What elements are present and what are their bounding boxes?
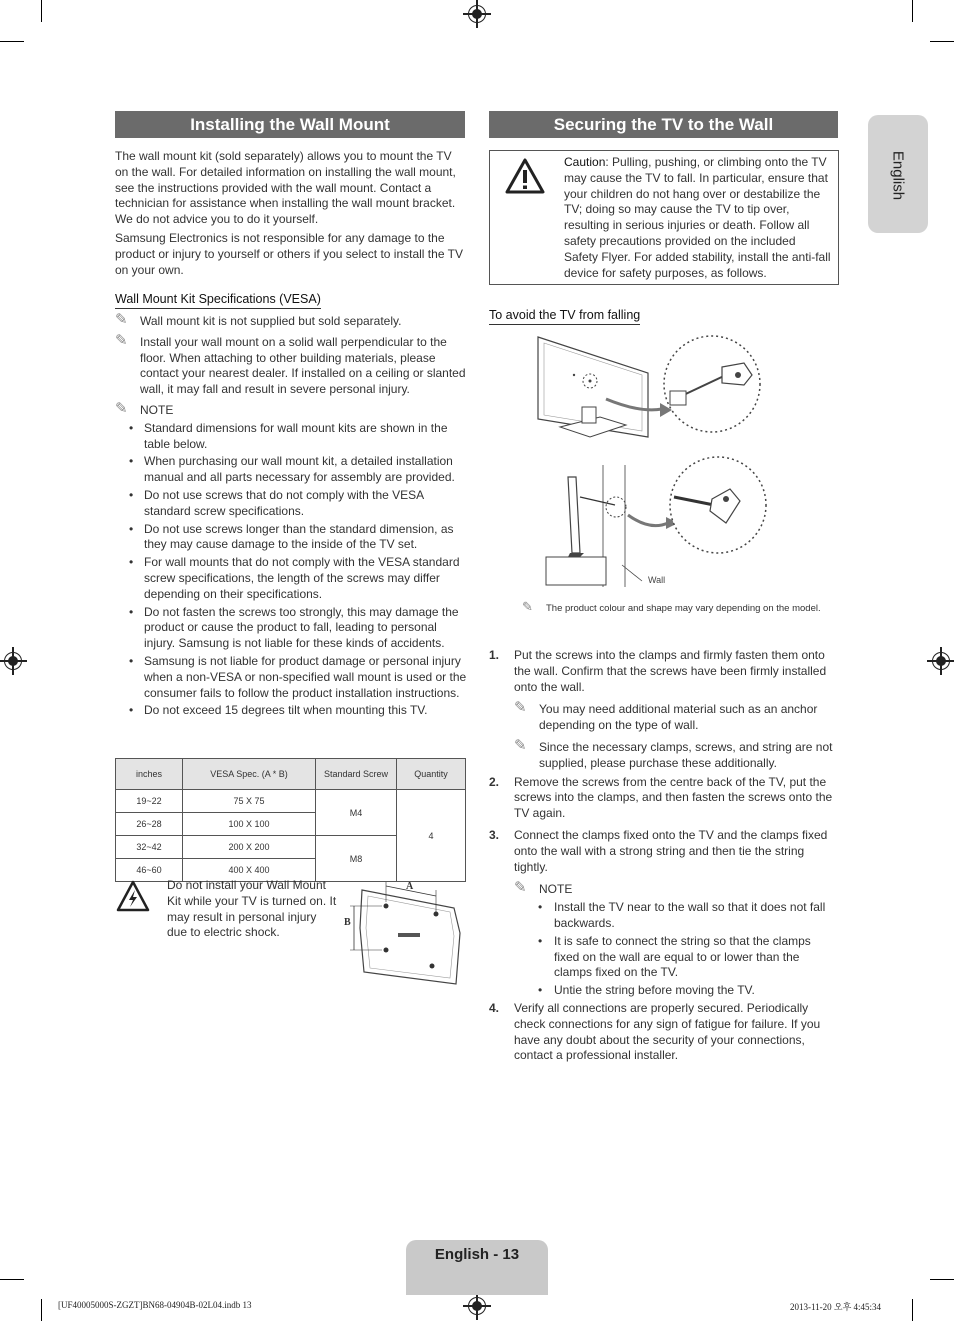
intro-text [115,149,467,281]
list-item: • It is safe to connect the string so that the clamps fixed on the wall are equal to or lower than the clamps fixed on the TV. [509,934,839,981]
crop-mark [41,1299,42,1321]
table-cell: 46~60 [116,859,183,882]
crop-mark [0,41,24,42]
list-item: • Install the TV near to the wall so that it does not fall backwards. [509,900,839,932]
table-cell: M4 [316,790,397,836]
list-item: • Do not use screws that do not comply with the VESA standard screw specifications. [100,488,467,520]
table-header: Standard Screw [316,759,397,790]
list-item: • For wall mounts that do not comply with the VESA standard screw specifications, the length of the screws may differ depending on their specifications. [100,555,467,602]
note-bullet-list [100,421,467,719]
crop-mark [41,0,42,22]
list-item: • Standard dimensions for wall mount kits are shown in the table below. [100,421,467,453]
subheading-wrap [489,306,640,325]
table-cell: 4 [397,790,466,882]
crop-mark [912,0,913,22]
dimension-label-a: A [406,881,414,892]
note-pencil-icon: ✎ [514,699,527,717]
spec-heading: Wall Mount Kit Specifications (VESA) [115,292,321,309]
language-tab [868,115,928,233]
spec-heading-wrap [115,290,321,309]
list-item: • Samsung is not liable for product damage or personal injury when a non-VESA or non-specified wall mount is used or the consumer fails to follow the product installation instructions. [100,654,467,701]
intro-paragraph: Samsung Electronics is not responsible for any damage to the product or injury to yourself or others if you select to install the TV on your own. [115,230,463,277]
wall-label: Wall [648,575,666,585]
dimension-label-b: B [344,917,351,928]
notes-block [115,311,467,721]
note-pencil-icon: ✎ [115,311,128,328]
list-item: • Do not exceed 15 degrees tilt when mounting this TV. [100,703,467,719]
table-cell: 19~22 [116,790,183,813]
table-cell: 26~28 [116,813,183,836]
list-item: • Do not fasten the screws too strongly, this may damage the product or cause the product to fall, leading to personal injury. Samsung is not liable for these kinds of accidents. [100,605,467,652]
crop-mark [930,41,954,42]
step-item: 3. Connect the clamps fixed onto the TV and the clamps fixed onto the wall with a strong string and then tie the string tightly. [489,827,828,874]
registration-mark-icon [4,652,22,670]
list-item: • Untie the string before moving the TV. [509,983,839,999]
language-tab-label: English [889,150,907,201]
step-item: 2. Remove the screws from the centre back of the TV, put the screws into the clamps, and then fasten the screws onto the TV again. [489,774,833,821]
table-header: inches [116,759,183,790]
note-item: ✎ Since the necessary clamps, screws, and string are not supplied, please purchase these additionally. [514,736,833,770]
crop-mark [930,1279,954,1280]
note-pencil-icon: ✎ [514,879,527,897]
shock-warning-text: Do not install your Wall Mount Kit while your TV is turned on. It may result in personal injury due to electric shock. [167,878,337,940]
tv-front-illustration [530,333,770,448]
caution-text [564,155,832,281]
table-cell: 200 X 200 [183,836,316,859]
steps-list [489,648,839,1067]
table-cell: 400 X 400 [183,859,316,882]
registration-mark-icon [932,652,950,670]
tv-back-diagram [342,878,468,995]
caution-label: Caution [564,155,606,169]
note-pencil-icon: ✎ [115,331,128,349]
note-item: ✎ Wall mount kit is not supplied but sold separately. [115,311,402,328]
note-bullet-list [509,900,839,999]
note-label: ✎ NOTE [115,399,174,417]
registration-mark-icon [468,1297,486,1315]
section-title-wall-mount: Installing the Wall Mount [115,111,465,138]
list-item: • Do not use screws longer than the standard dimension, as they may cause damage to the inside of the TV set. [100,522,467,554]
intro-paragraph: The wall mount kit (sold separately) allows you to mount the TV on the wall. For detailed information on installing the wall mount, see the instructions provided with the wall mount. Contact a technician for assistance when installing the wall mount bracket. We do not advice you to do it yourself. [115,149,456,227]
note-label: ✎ NOTE [514,879,573,897]
caution-icon [504,157,546,200]
section-title-securing: Securing the TV to the Wall [489,111,838,138]
note-pencil-icon: ✎ [115,399,128,417]
vesa-table [115,758,466,882]
list-item: • When purchasing our wall mount kit, a detailed installation manual and all parts necessary for assembly are provided. [100,454,467,486]
figure-note: ✎ The product colour and shape may vary depending on the model. [522,599,821,614]
caution-box [489,150,839,285]
file-info: [UF40005000S-ZGZT]BN68-04904B-02L04.indb 13 [58,1300,252,1310]
step-item: 4. Verify all connections are properly secured. Periodically check connections for any sign of fatigue for failure. If you have any doubt about the security of your connections, contact a professional installer. [489,1000,821,1063]
table-cell: 100 X 100 [183,813,316,836]
electric-shock-warning-icon [116,880,150,919]
tv-side-illustration [540,455,772,592]
table-cell: M8 [316,836,397,882]
step-item: 1. Put the screws into the clamps and firmly fasten them onto the wall. Confirm that the screws have been firmly installed onto the wall. [489,648,827,694]
page-number-tab [406,1240,548,1295]
crop-mark [912,1299,913,1321]
table-header: VESA Spec. (A * B) [183,759,316,790]
note-pencil-icon: ✎ [514,736,527,754]
caution-body: : Pulling, pushing, or climbing onto the TV may cause the TV to fall. In particular, ensure that your children do not hang over or destabilize the TV; doing so may cause the TV to tip over, resulting in serious injuries or death. Follow all safety precautions provided on the included Safety Flyer. For added stability, install the anti-fall device for safety purposes, as follows. [564,155,831,280]
table-cell: 75 X 75 [183,790,316,813]
note-item: ✎ Install your wall mount on a solid wall perpendicular to the floor. When attaching to other building materials, please contact your nearest dealer. If installed on a ceiling or slanted wall, it may fall and result in severe personal injury. [115,331,466,397]
page-number: English - 13 [434,1246,520,1263]
table-row [116,790,466,813]
note-item: ✎ You may need additional material such as an anchor depending on the type of wall. [514,699,818,733]
crop-mark [0,1279,24,1280]
registration-mark-icon [468,5,486,23]
table-header-row [116,759,466,790]
table-cell: 32~42 [116,836,183,859]
print-timestamp: 2013-11-20 오후 4:45:34 [790,1302,882,1312]
table-header: Quantity [397,759,466,790]
avoid-falling-heading: To avoid the TV from falling [489,308,640,325]
note-pencil-icon: ✎ [522,599,533,614]
